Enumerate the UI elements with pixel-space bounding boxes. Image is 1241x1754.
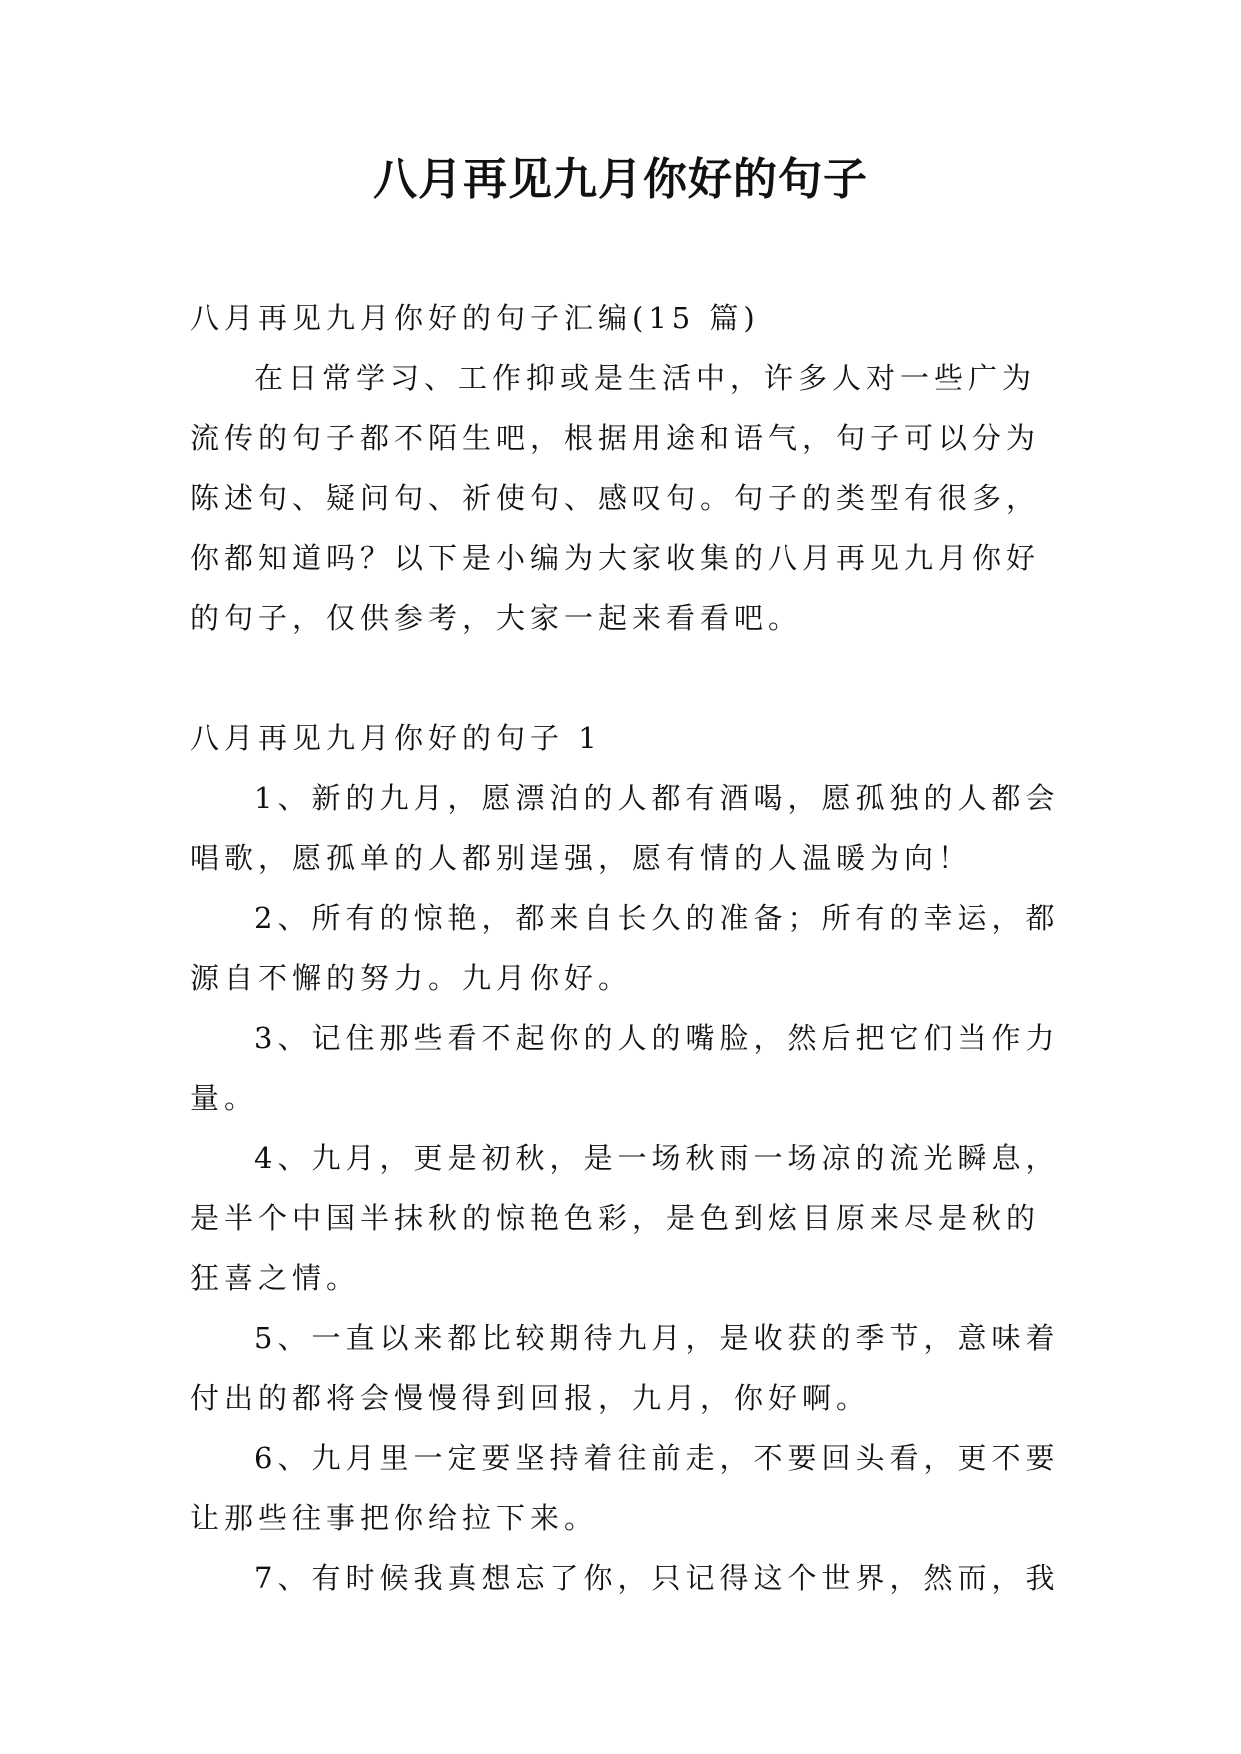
list-item: 2、所有的惊艳，都来自长久的准备；所有的幸运，都源自不懈的努力。九月你好。 [190,901,1060,995]
list-item: 3、记住那些看不起你的人的嘴脸，然后把它们当作力量。 [190,1021,1060,1115]
list-item: 4、九月，更是初秋，是一场秋雨一场凉的流光瞬息，是半个中国半抹秋的惊艳色彩，是色到炫目原来尽是秋的狂喜之情。 [190,1141,1060,1295]
list-item: 5、一直以来都比较期待九月，是收获的季节，意味着付出的都将会慢慢得到回报，九月，你好啊。 [190,1321,1060,1415]
list-item: 1、新的九月，愿漂泊的人都有酒喝，愿孤独的人都会唱歌，愿孤单的人都别逞强，愿有情的人温暖为向！ [190,781,1060,875]
document-body [190,288,1060,1608]
document-subtitle: 八月再见九月你好的句子汇编(15 篇) [190,301,760,335]
intro-paragraph: 在日常学习、工作抑或是生活中，许多人对一些广为流传的句子都不陌生吧，根据用途和语气，句子可以分为陈述句、疑问句、祈使句、感叹句。句子的类型有很多，你都知道吗？以下是小编为大家收集的八月再见九月你好的句子，仅供参考，大家一起来看看吧。 [190,361,1041,635]
list-item: 6、九月里一定要坚持着往前走，不要回头看，更不要让那些往事把你给拉下来。 [190,1441,1060,1535]
document-title: 八月再见九月你好的句子 [373,154,868,205]
list-item: 7、有时候我真想忘了你，只记得这个世界，然而，我 [254,1561,1060,1595]
section-heading: 八月再见九月你好的句子 1 [190,721,602,755]
paragraph-gap [190,648,1060,708]
